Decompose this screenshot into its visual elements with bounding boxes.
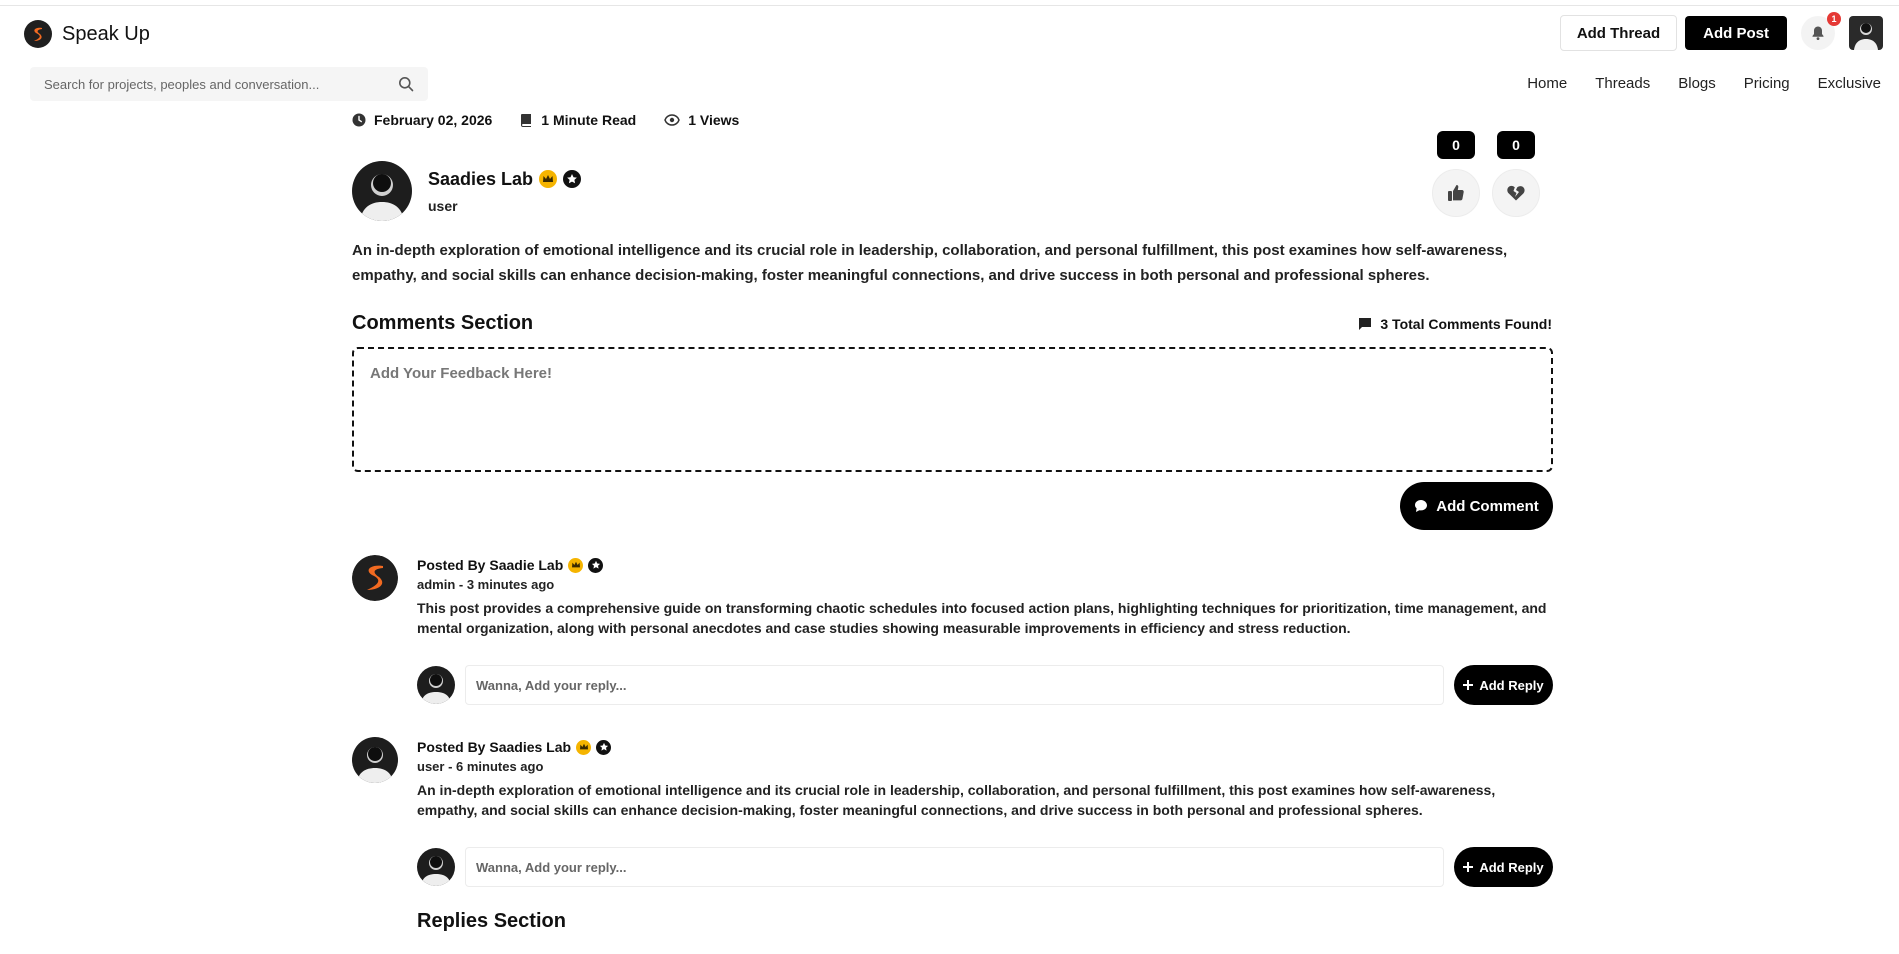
feedback-textarea[interactable] xyxy=(352,347,1553,472)
post-date xyxy=(352,112,492,128)
add-thread-button[interactable]: Add Thread xyxy=(1560,15,1677,51)
like-group xyxy=(1432,131,1480,217)
user-avatar[interactable] xyxy=(1849,16,1883,50)
comment-author-row xyxy=(417,555,1553,575)
comment-icon xyxy=(1358,317,1372,331)
comments-header xyxy=(352,312,1552,335)
author-name[interactable]: Saadies Lab xyxy=(428,168,534,189)
plus-icon xyxy=(1463,862,1473,872)
read-time-text: 1 Minute Read xyxy=(541,112,637,128)
dislike-button[interactable] xyxy=(1492,169,1540,217)
post-read-time xyxy=(520,112,636,128)
comment-text: An in-depth exploration of emotional intelligence and its crucial role in leadership, collaboration, and personal fulfillment, this post examines how self-awareness, empathy, and social skills can enhance decision-making, foster meaningful connections, and drive success in both personal and professional spheres. xyxy=(417,782,1496,818)
star-badge-icon xyxy=(563,170,581,188)
notifications-button[interactable] xyxy=(1801,16,1835,50)
comment-text: This post provides a comprehensive guide on transforming chaotic schedules into focused action plans, highlighting techniques for prioritization, time management, and mental organization, along with personal anecdotes and case studies showing measurable improvements in efficiency and stress reduction. xyxy=(417,600,1547,636)
post-votes xyxy=(1432,131,1540,217)
post-body: An in-depth exploration of emotional intelligence and its crucial role in leadership, collaboration, and personal fulfillment, this post examines how self-awareness, empathy, and social skills can enhance decision-making, foster meaningful connections, and drive success in both personal and professional spheres. xyxy=(352,242,1508,284)
nav-home[interactable]: Home xyxy=(1527,75,1568,92)
crown-icon xyxy=(568,558,583,573)
main-nav xyxy=(1527,75,1881,92)
comment-item xyxy=(352,555,1553,715)
star-badge-icon xyxy=(588,558,603,573)
comment-item xyxy=(352,737,1553,897)
nav-pricing[interactable]: Pricing xyxy=(1743,75,1790,92)
eye-icon xyxy=(664,114,680,126)
add-reply-label: Add Reply xyxy=(1479,859,1544,875)
bell-icon xyxy=(1810,25,1826,41)
like-count: 0 xyxy=(1437,131,1475,159)
add-reply-button[interactable] xyxy=(1454,665,1553,705)
reply-row xyxy=(417,665,1553,705)
add-post-button[interactable]: Add Post xyxy=(1685,16,1787,50)
star-badge-icon xyxy=(596,740,611,755)
book-icon xyxy=(520,113,533,127)
add-comment-button[interactable] xyxy=(1400,482,1553,530)
comments-count-text: 3 Total Comments Found! xyxy=(1380,315,1552,332)
reply-input[interactable] xyxy=(465,847,1444,887)
comments-count xyxy=(1358,316,1552,332)
reply-input[interactable] xyxy=(465,665,1444,705)
search-input[interactable] xyxy=(44,77,398,92)
author-avatar[interactable] xyxy=(352,161,412,221)
dislike-count: 0 xyxy=(1497,131,1535,159)
dislike-group xyxy=(1492,131,1540,217)
comment-author-row xyxy=(417,737,1553,757)
author-role: user xyxy=(428,197,458,214)
views-text: 1 Views xyxy=(688,112,740,128)
crown-icon xyxy=(576,740,591,755)
brand[interactable] xyxy=(24,20,150,48)
reply-avatar xyxy=(417,848,455,886)
post-views xyxy=(664,112,739,128)
author-info xyxy=(428,169,581,214)
add-reply-button[interactable] xyxy=(1454,847,1553,887)
comment-body xyxy=(417,737,1553,820)
reply-row xyxy=(417,847,1553,887)
chat-bubble-icon xyxy=(1414,499,1428,513)
comment-avatar[interactable] xyxy=(352,737,398,783)
nav-exclusive[interactable]: Exclusive xyxy=(1817,75,1881,92)
author-name-row xyxy=(428,169,581,190)
post-meta xyxy=(352,112,739,128)
plus-icon xyxy=(1463,680,1473,690)
nav-threads[interactable]: Threads xyxy=(1595,75,1651,92)
comment-author[interactable]: Posted By Saadies Lab xyxy=(417,739,572,755)
broken-heart-icon xyxy=(1506,183,1526,203)
comment-meta: user - 6 minutes ago xyxy=(417,759,544,774)
reply-avatar xyxy=(417,666,455,704)
brand-name: Speak Up xyxy=(62,22,150,45)
nav-blogs[interactable]: Blogs xyxy=(1678,75,1716,92)
comment-meta: admin - 3 minutes ago xyxy=(417,577,555,592)
add-comment-label: Add Comment xyxy=(1436,497,1539,515)
notification-badge: 1 xyxy=(1827,12,1841,26)
thumbs-up-icon xyxy=(1446,183,1466,203)
search-icon[interactable] xyxy=(398,76,414,92)
comment-author[interactable]: Posted By Saadie Lab xyxy=(417,557,564,573)
header-actions xyxy=(1560,15,1883,51)
like-button[interactable] xyxy=(1432,169,1480,217)
crown-icon xyxy=(539,170,557,188)
comment-avatar[interactable] xyxy=(352,555,398,601)
comment-body xyxy=(417,555,1553,638)
search-bar xyxy=(30,67,428,101)
comments-section-title: Comments Section xyxy=(352,312,534,334)
add-reply-label: Add Reply xyxy=(1479,677,1544,693)
clock-icon xyxy=(352,113,366,127)
post-date-text: February 02, 2026 xyxy=(374,112,493,128)
replies-section-title: Replies Section xyxy=(417,910,566,932)
speak-up-logo-icon xyxy=(24,20,52,48)
post-author xyxy=(352,161,581,221)
top-border xyxy=(0,0,1899,6)
